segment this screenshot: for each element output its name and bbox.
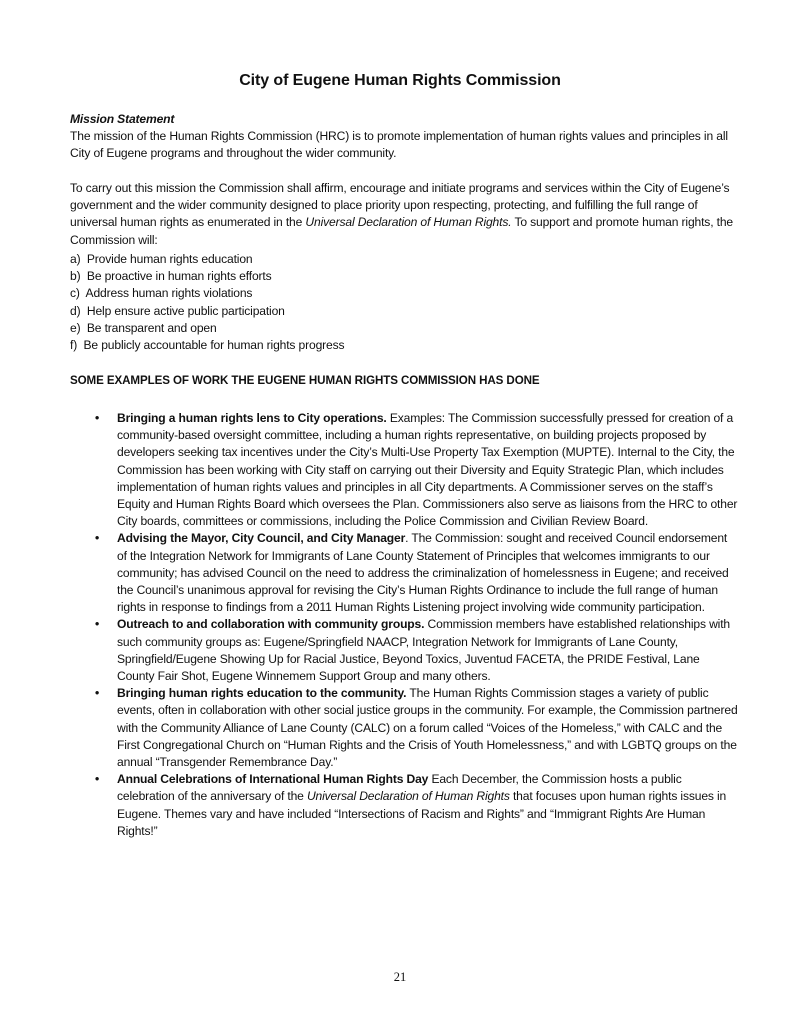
carry-out-paragraph: [70, 180, 735, 249]
examples-list: [90, 410, 740, 840]
example-text: Each December, the Commission hosts a public celebration of the anniversary of the: [117, 772, 682, 804]
list-marker: f): [70, 338, 78, 353]
commitment-item: [70, 303, 344, 320]
mission-heading: Mission Statement: [70, 112, 175, 126]
commitment-text: Be publicly accountable for human rights progress: [83, 338, 345, 353]
commitment-text: Address human rights violations: [85, 286, 253, 301]
commitment-item: [70, 251, 344, 268]
list-marker: c): [70, 286, 80, 301]
example-text: . The Commission: sought and received Council endorsement of the Integration Network for Immigrants of Lane County Statement of Principles that welcomes immigrants to our community; has advised Council on the need to address the criminalization of homelessness in Eugene; and received the Council’s unanimous approval for revising the City’s Human Rights Ordinance to include the full range of human rights in response to findings from a 2011 Human Rights Listening project involving wide community participation.: [117, 531, 729, 615]
list-marker: a): [70, 252, 81, 266]
example-lead: Annual Celebrations of International Human Rights Day: [117, 772, 429, 787]
carry-out-text-end: To support and promote human rights, the Commission will:: [70, 215, 733, 247]
bullet-icon: •: [95, 686, 100, 701]
page-number: 21: [393, 970, 407, 984]
example-lead: Outreach to and collaboration with community groups.: [117, 617, 425, 632]
list-marker: b): [70, 269, 81, 284]
commitment-text: Provide human rights education: [86, 252, 253, 266]
udhr-title: Universal Declaration of Human Rights.: [305, 215, 512, 230]
example-item: [90, 685, 740, 771]
bullet-icon: •: [95, 531, 100, 546]
list-marker: d): [70, 303, 81, 318]
udhr-title: Universal Declaration of Human Rights: [306, 789, 510, 804]
commitment-item: [70, 268, 344, 285]
list-marker: e): [70, 320, 81, 335]
commitments-list: [70, 251, 344, 354]
mission-paragraph: The mission of the Human Rights Commission (HRC) is to promote implementation of human rights values and principles in all City of Eugene programs and throughout the wider community.: [70, 129, 728, 161]
example-item: [90, 616, 740, 685]
example-text: Commission members have established relationships with such community groups as: Eugene/Springfield NAACP, Integration Network for Immigrants of Lane County, Springfield/Eugene Showing Up for Racial Justice, Beyond Toxics, Juventud FACETA, the PRIDE Festival, Lane County Fair Shot, Eugene Winnemem Support Group and many others.: [117, 617, 730, 684]
commitment-text: Be proactive in human rights efforts: [83, 269, 272, 284]
example-item: [90, 771, 740, 840]
commitment-text: Be transparent and open: [86, 320, 217, 335]
bullet-icon: •: [95, 411, 100, 425]
example-lead: Bringing a human rights lens to City operations.: [117, 411, 387, 425]
carry-out-text: To carry out this mission the Commission shall affirm, encourage and initiate programs and services within the City of Eugene’s government and the wider community designed to place priority upon respecting, protecting, and fulfilling the full range of universal human rights as enumerated in the: [70, 181, 730, 230]
commitment-text: Help ensure active public participation: [83, 303, 285, 318]
bullet-icon: •: [95, 617, 100, 632]
example-text: The Human Rights Commission stages a variety of public events, often in collaboration with other social justice groups in the community. For example, the Commission partnered with the Community Alliance of Lane County (CALC) on a forum called “Voices of the Homeless,” with CALC and the First Congregational Church on “Human Rights and the Crisis of Youth Homelessness,” and with LGBTQ groups on the annual “Transgender Remembrance Day.”: [117, 686, 738, 770]
commitment-item: [70, 337, 344, 354]
example-text-end: that focuses upon human rights issues in Eugene. Themes vary and have included “Intersections of Racism and Rights” and “Immigrant Rights Are Human Rights!”: [117, 789, 727, 838]
commitment-item: [70, 320, 344, 337]
section-heading: SOME EXAMPLES OF WORK THE EUGENE HUMAN RIGHTS COMMISSION HAS DONE: [70, 374, 540, 387]
example-lead: Bringing human rights education to the community.: [117, 686, 407, 701]
example-item: [90, 530, 740, 616]
example-text: Examples: The Commission successfully pressed for creation of a community-based oversight committee, including a human rights representative, on building projects proposed by developers seeking tax incentives under the City’s Multi-Use Property Tax Exemption (MUPTE). Internal to the City, the Commission has been working with City staff on carrying out their Diversity and Equity Strategic Plan, which includes implementation of human rights values and principles in all City departments. A Commissioner serves on the staff’s Equity and Human Rights Board which oversees the Plan. Commissioners also serve as liaisons from the HRC to other City boards, committees or commissions, including the Police Commission and Civilian Review Board.: [117, 411, 738, 529]
example-lead: Advising the Mayor, City Council, and City Manager: [117, 531, 406, 546]
bullet-icon: •: [95, 772, 100, 787]
example-item: [90, 410, 740, 530]
document-title: City of Eugene Human Rights Commission: [239, 72, 561, 89]
commitment-item: [70, 285, 344, 302]
